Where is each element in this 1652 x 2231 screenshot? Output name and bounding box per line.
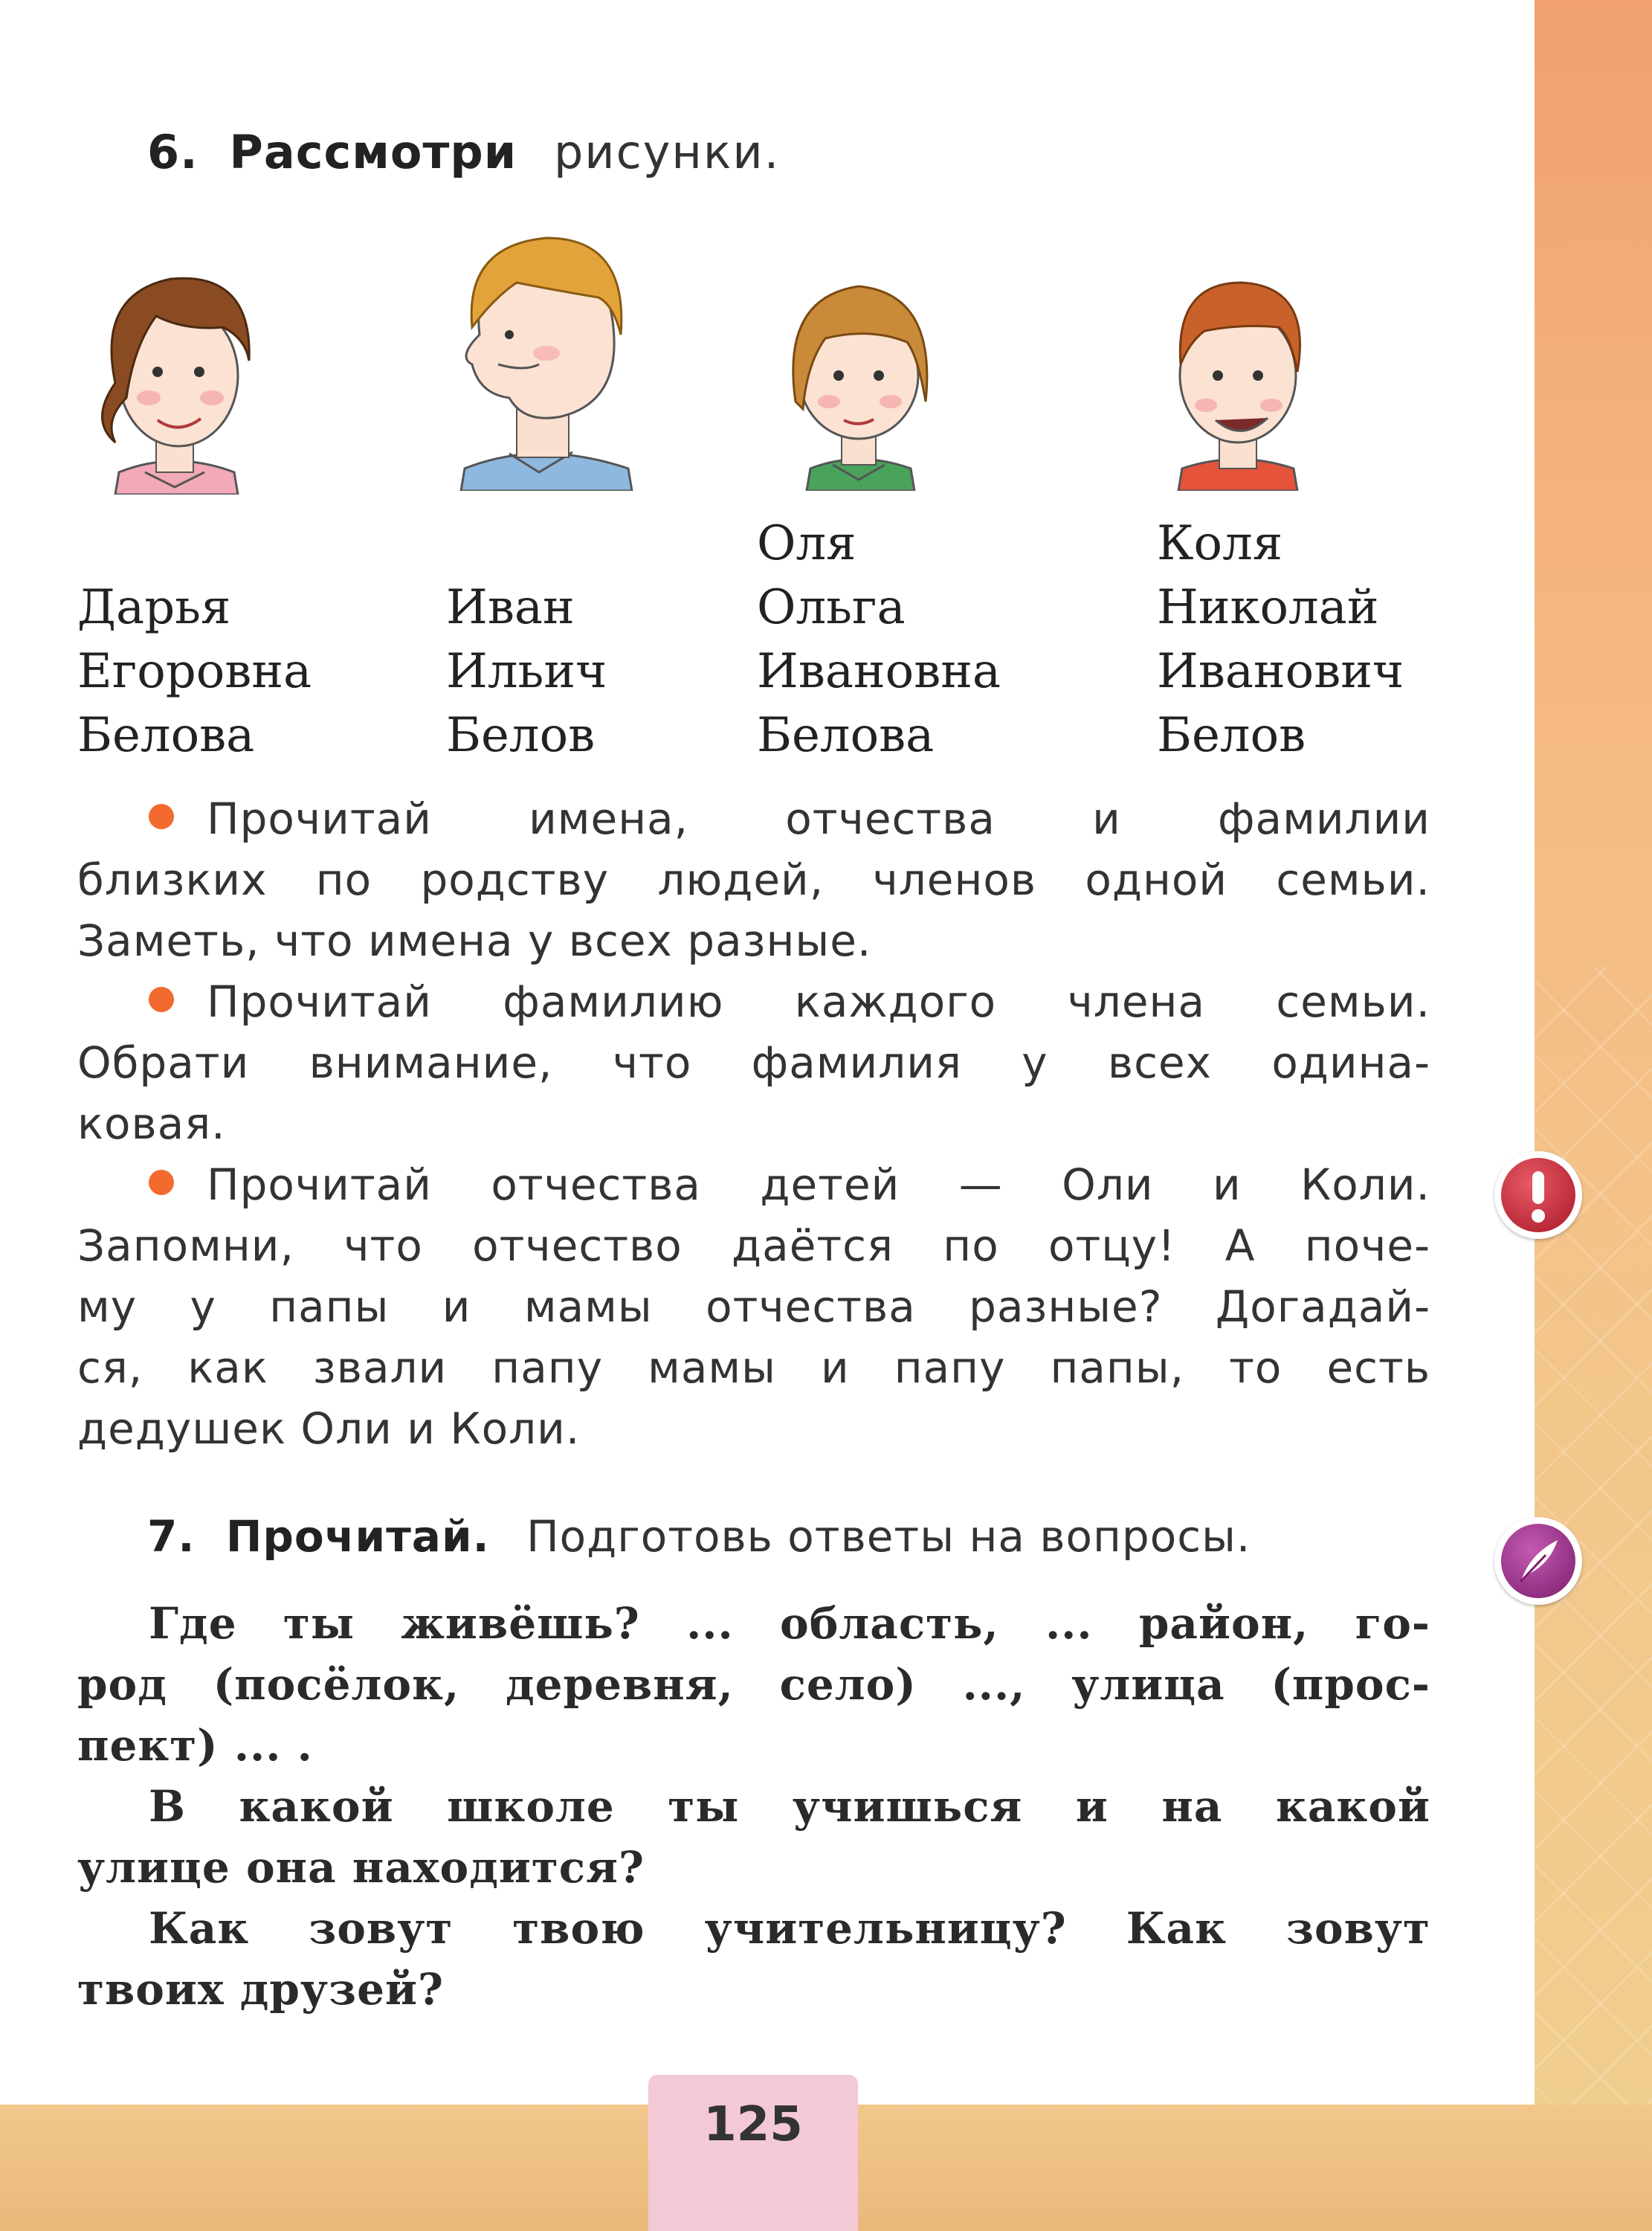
question-3 [77, 1898, 1430, 2020]
patronymic: Иванович [1157, 644, 1404, 699]
patronymic: Егоровна [77, 644, 312, 699]
task-line: Прочитай отчества детей — Оли и Коли. [207, 1159, 1430, 1210]
short-name: Оля [757, 516, 856, 571]
task-line: ковая. [77, 1098, 226, 1149]
name-column-son [1157, 512, 1404, 767]
question-line: Как зовут твою учительницу? Как зовут [149, 1903, 1430, 1954]
exercise-6-heading [147, 125, 780, 179]
task-1 [77, 788, 1430, 971]
first-name: Иван [446, 580, 575, 635]
exercise-7-heading [147, 1511, 1251, 1562]
exercise-number: 6. [147, 125, 199, 179]
patronymic: Ильич [446, 644, 607, 699]
man-portrait [427, 216, 651, 491]
page-number: 125 [703, 2097, 803, 2152]
task-line: Заметь, что имена у всех разные. [77, 915, 872, 966]
task-line: Обрати внимание, что фамилия у всех одина- [77, 1037, 1430, 1088]
exercise-verb: Рассмотри [229, 125, 517, 179]
question-line: улице она находится? [77, 1842, 645, 1893]
task-2 [77, 971, 1430, 1154]
task-line: ся, как звали папу мамы и папу папы, то есть [77, 1342, 1430, 1393]
name-column-mother [77, 576, 312, 767]
first-name: Ольга [757, 580, 906, 635]
attention-badge [1494, 1151, 1582, 1239]
task-line: му у папы и мамы отчества разные? Догадай- [77, 1281, 1430, 1332]
question-1 [77, 1593, 1430, 1776]
boy-portrait [1138, 253, 1338, 491]
task-line: дедушек Оли и Коли. [77, 1403, 581, 1454]
girl-portrait [758, 253, 959, 491]
short-name: Коля [1157, 516, 1283, 571]
woman-portrait [74, 249, 275, 495]
task-line: Прочитай имена, отчества и фамилии [207, 793, 1430, 844]
surname: Белов [446, 708, 596, 763]
exclamation-icon [1501, 1158, 1575, 1232]
task-line: Прочитай фамилию каждого члена семьи. [207, 976, 1430, 1027]
bullet-icon [149, 1170, 174, 1195]
bullet-icon [149, 804, 174, 829]
exercise-instruction: рисунки. [553, 125, 781, 179]
exercise-number: 7. [147, 1511, 196, 1562]
first-name: Дарья [77, 580, 231, 635]
question-line: Где ты живёшь? ... область, ... район, го- [149, 1598, 1430, 1649]
question-line: В какой школе ты учишься и на какой [149, 1781, 1430, 1832]
surname: Белова [757, 708, 935, 763]
bullet-icon [149, 987, 174, 1012]
question-line: пект) ... . [77, 1720, 313, 1771]
task-line: близких по родству людей, членов одной семьи. [77, 854, 1430, 905]
feather-pen-icon [1501, 1524, 1575, 1598]
exercise-verb: Прочитай. [225, 1511, 490, 1562]
patronymic: Ивановна [757, 644, 1001, 699]
surname: Белов [1157, 708, 1306, 763]
task-3 [77, 1154, 1430, 1459]
writing-badge [1494, 1517, 1582, 1605]
first-name: Николай [1157, 580, 1379, 635]
question-2 [77, 1776, 1430, 1898]
surname: Белова [77, 708, 255, 763]
exercise-instruction: Подготовь ответы на вопросы. [526, 1511, 1251, 1562]
question-line: род (посёлок, деревня, село) ..., улица (прос- [77, 1659, 1430, 1710]
name-column-father [446, 576, 607, 767]
question-line: твоих друзей? [77, 1964, 444, 2015]
task-line: Запомни, что отчество даётся по отцу! А поче- [77, 1220, 1430, 1271]
name-column-daughter [757, 512, 1001, 767]
